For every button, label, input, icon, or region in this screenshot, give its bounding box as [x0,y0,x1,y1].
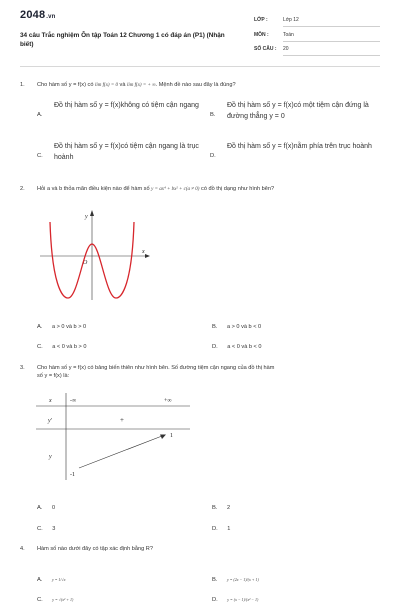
option-letter: D. [212,597,218,603]
option-text: Đồ thị hàm số y = f(x)không có tiệm cận ngang [54,102,199,109]
option-letter: A. [37,324,43,330]
option-text: a < 0 và b < 0 [227,344,262,350]
table-y-right: 1 [170,433,173,439]
x-axis-label: x [142,249,145,255]
question-1-number: 1. [20,82,25,88]
option-text: a < 0 và b > 0 [52,344,87,350]
function-formula: y = ax⁴ + bx² + c(a ≠ 0) [151,187,200,192]
question-2-text: Hỏi a và b thỏa mãn điều kiện nào để hàm số y = ax⁴ + bx² + c(a ≠ 0) có đồ thị dạng như hình bên? [37,186,275,192]
option-text: 1 [227,526,231,532]
class-value: Lớp 12 [283,17,299,23]
option-letter: A. [37,112,43,118]
meta-divider [283,55,380,56]
q2-option-b[interactable] [212,315,261,333]
option-letter: A. [37,505,43,511]
q4-option-c[interactable] [37,588,73,606]
class-label: LỚP : [254,17,268,23]
question-4-text: Hàm số nào dưới đây có tập xác định bằng R? [37,546,153,552]
option-text: Đồ thị hàm số y = f(x)nằm phía trên trục hoành [227,143,372,150]
subject-value: Toán [283,32,294,38]
x-axis-arrow [145,254,150,258]
option-text: 3 [52,526,56,532]
option-text: Đồ thị hàm số y = f(x)có tiệm cận ngang là trục hoành [54,143,199,161]
limit-expression: lim f(x) = + ∞ [127,83,156,88]
meta-divider [283,41,380,42]
q3-option-a[interactable] [37,496,55,514]
option-letter: B. [212,324,218,330]
q2-option-d[interactable] [212,335,261,353]
option-letter: D. [210,153,216,159]
table-derivative-sign: + [120,416,124,424]
meta-divider [283,26,380,27]
quartic-graph-figure [36,206,154,301]
option-text: 2 [226,505,231,511]
y-axis-arrow [90,210,94,216]
question-count-label: SỐ CÂU : [254,46,277,52]
increasing-arrow [79,436,162,468]
q3-option-d[interactable] [212,517,230,535]
option-letter: B. [212,577,218,583]
q2-option-a[interactable] [37,315,86,333]
option-text: Đồ thị hàm số y = f(x)có một tiệm cận đứng là đường thẳng y = 0 [227,102,369,120]
header-divider [20,66,380,67]
option-formula: y = √(x² + 1) [52,597,74,602]
table-y-header: y [49,454,52,460]
increasing-arrow-head [160,435,166,440]
option-letter: C. [37,597,43,603]
question-3-text: Cho hàm số y = f(x) có bảng biến thiên như hình bên. Số đường tiệm cận ngang của đồ thị hàm số y = f(x) là: [37,365,275,379]
site-logo[interactable]: 2048.vn [20,9,56,21]
table-x-left: -∞ [70,398,77,404]
option-letter: A. [37,577,43,583]
variation-table [34,392,194,482]
q4-option-d[interactable] [212,588,258,606]
page-title: 34 câu Trắc nghiệm Ôn tập Toán 12 Chương 1 có đáp án (P1) (Nhận biết) [20,32,225,48]
table-x-right: +∞ [164,398,172,404]
option-letter: B. [212,505,218,511]
q4-option-a[interactable] [37,568,66,586]
y-axis-label: y [85,214,88,220]
limit-expression: lim f(x) = 0 [95,83,118,88]
option-formula: y = (x − 1)/(x² − 1) [227,597,259,602]
option-letter: C. [37,526,43,532]
subject-label: MÔN : [254,32,269,38]
option-text: 0 [51,505,56,511]
q3-option-c[interactable] [37,517,55,535]
option-letter: D. [212,344,218,350]
q3-option-b[interactable] [212,496,230,514]
option-formula: y = (2x − 1)/(x + 1) [226,577,259,582]
option-letter: D. [212,526,218,532]
table-x-header: x [49,398,52,404]
question-2-number: 2. [20,186,25,192]
option-letter: B. [210,112,216,118]
q4-option-b[interactable] [212,568,259,586]
table-y-left: -1 [70,472,75,478]
option-text: a > 0 và b < 0 [226,324,262,330]
question-3-number: 3. [20,365,25,371]
option-formula: y = 1/√x [51,577,66,582]
q2-option-c[interactable] [37,335,86,353]
option-text: a > 0 và b > 0 [51,324,87,330]
question-count-value: 20 [283,46,289,52]
option-letter: C. [37,153,43,159]
question-4-number: 4. [20,546,25,552]
option-letter: C. [37,344,43,350]
question-1-text: Cho hàm số y = f(x) có lim f(x) = 0 và lim f(x) = + ∞. Mệnh đề nào sau đây là đúng? [37,82,236,88]
table-yprime-header: y' [48,418,52,424]
origin-label: O [83,260,88,266]
